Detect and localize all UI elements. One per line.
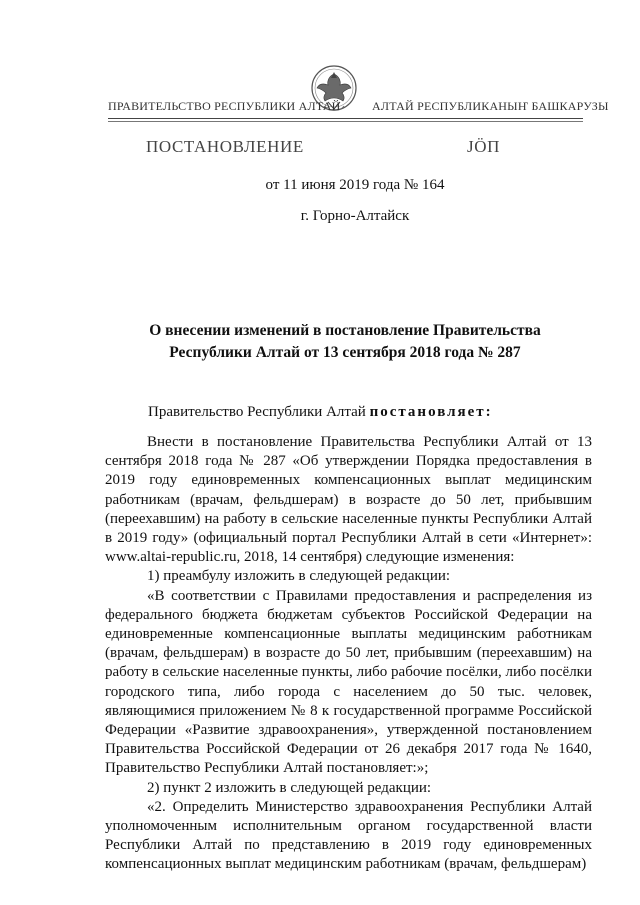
intro-text: Правительство Республики Алтай [148, 404, 370, 420]
doc-type-altai: ЈӦП [467, 137, 500, 156]
body-paragraph: 1) преамбулу изложить в следующей редакции: [147, 568, 451, 585]
letterhead-left: ПРАВИТЕЛЬСТВО РЕСПУБЛИКИ АЛТАЙ [108, 99, 341, 113]
title-line-1: О внесении изменений в постановление Правительства [149, 322, 541, 339]
document-title [100, 320, 590, 364]
letterhead-rule-secondary [108, 121, 583, 122]
body-paragraph: «2. Определить Министерство здравоохранения Республики Алтай уполномоченным исполнительным органом государственной власти Республики Алтай по представлению в 2019 году единовременных компенсационных выплат медицинским работникам (врачам, фельдшерам) [105, 798, 592, 873]
doc-type-russian: ПОСТАНОВЛЕНИЕ [146, 137, 304, 156]
document-date: от 11 июня 2019 года № 164 [265, 177, 445, 193]
letterhead-right: АЛТАЙ РЕСПУБЛИКАНЫҤ БАШКАРУЗЫ [372, 99, 609, 113]
intro-emphasis: постановляет: [369, 404, 493, 420]
resolution-intro [148, 404, 493, 421]
document-body [105, 433, 592, 875]
body-paragraph: «В соответствии с Правилами предоставления и распределения из федерального бюджета бюджетам субъектов Российской Федерации на единовременные компенсационные выплаты медицинским работникам (врачам, фельдшерам) в возрасте до 50 лет, прибывшим (переехавшим) на работу в сельские населенные пункты, либо рабочие посёлки, либо посёлки городского типа, либо города с населением до 50 тыс. человек, являющимися приложением № 8 к государственной программе Российской Федерации «Развитие здравоохранения», утвержденной постановлением Правительства Российской Федерации от 26 декабря 2017 года № 1640, Правительство Республики Алтай постановляет:»; [105, 587, 592, 777]
title-line-2: Республики Алтай от 13 сентября 2018 года № 287 [169, 344, 521, 361]
letterhead-rule [108, 118, 583, 119]
body-paragraph: 2) пункт 2 изложить в следующей редакции: [147, 779, 432, 796]
document-city: г. Горно-Алтайск [300, 208, 410, 224]
body-paragraph: Внести в постановление Правительства Республики Алтай от 13 сентября 2018 года № 287 «Об утверждении Порядка предоставления в 2019 году единовременных компенсационных выплат медицинским работникам (врачам, фельдшерам) в возрасте до 50 лет, прибывшим (переехавшим) на работу в сельские населенные пункты Республики Алтай в 2019 году» (официальный портал Республики Алтай в сети «Интернет»: www.altai-republic.ru, 2018, 14 сентября) следующие изменения: [105, 434, 592, 566]
